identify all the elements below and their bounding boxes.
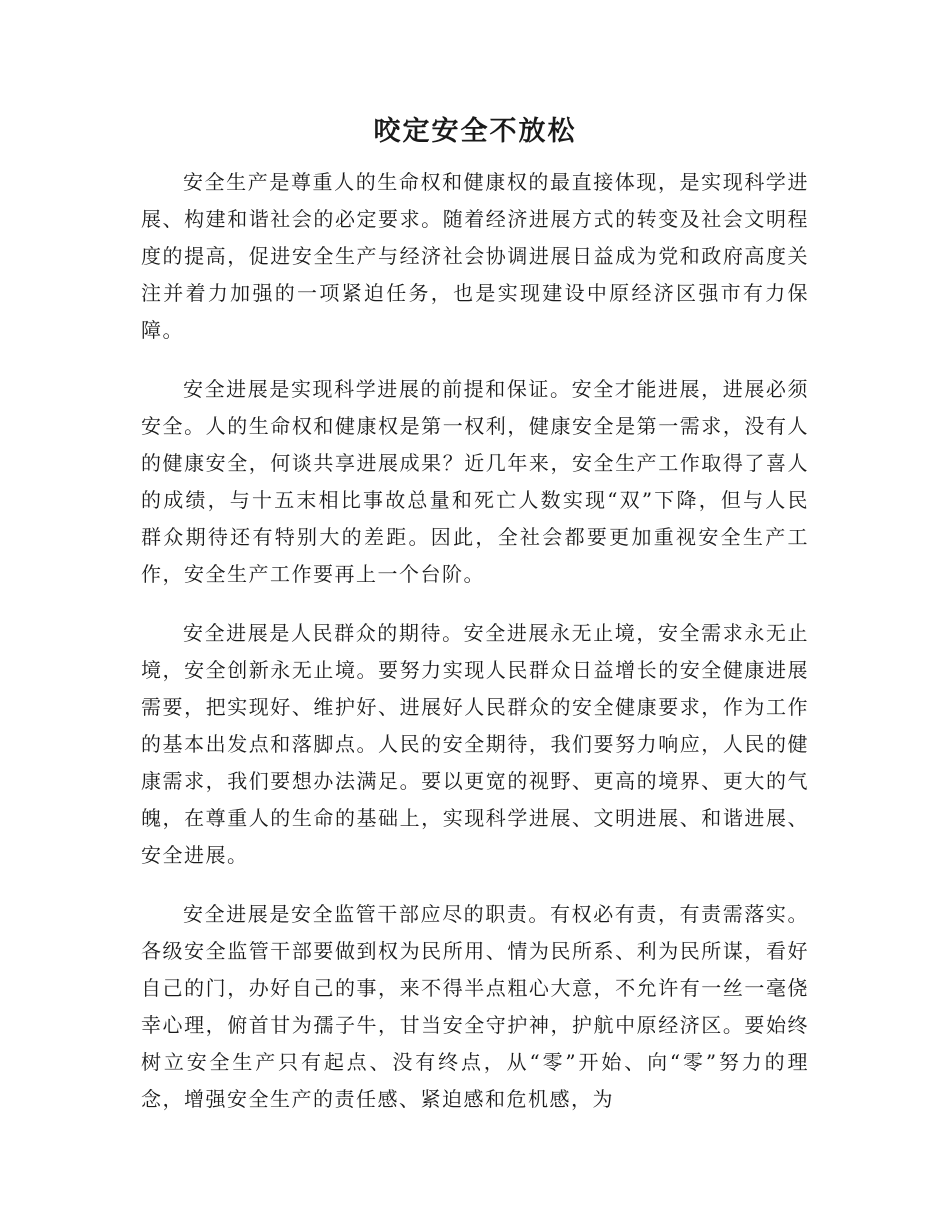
paragraph-2: 安全进展是实现科学进展的前提和保证。安全才能进展，进展必须安全。人的生命权和健康权是第一权利，健康安全是第一需求，没有人的健康安全，何谈共享进展成果？近几年来，安全生产工作取得了喜人的成绩，与十五末相比事故总量和死亡人数实现“双”下降，但与人民群众期待还有特别大的差距。因此，全社会都要更加重视安全生产工作，安全生产工作要再上一个台阶。	[141, 377, 809, 586]
paragraph-1: 安全生产是尊重人的生命权和健康权的最直接体现，是实现科学进展、构建和谐社会的必定要求。随着经济进展方式的转变及社会文明程度的提高，促进安全生产与经济社会协调进展日益成为党和政府高度关注并着力加强的一项紧迫任务，也是实现建设中原经济区强市有力保障。	[141, 170, 809, 342]
paragraph-4: 安全进展是安全监管干部应尽的职责。有权必有责，有责需落实。各级安全监管干部要做到权为民所用、情为民所系、利为民所谋，看好自己的门，办好自己的事，来不得半点粗心大意，不允许有一丝一毫侥幸心理，俯首甘为孺子牛，甘当安全守护神，护航中原经济区。要始终树立安全生产只有起点、没有终点，从“零”开始、向“零”努力的理念，增强安全生产的责任感、紧迫感和危机感，为	[141, 902, 809, 1111]
page-title: 咬定安全不放松	[373, 116, 577, 147]
paragraph-3: 安全进展是人民群众的期待。安全进展永无止境，安全需求永无止境，安全创新永无止境。要努力实现人民群众日益增长的安全健康进展需要，把实现好、维护好、进展好人民群众的安全健康要求，作为工作的基本出发点和落脚点。人民的安全期待，我们要努力响应，人民的健康需求，我们要想办法满足。要以更宽的视野、更高的境界、更大的气魄，在尊重人的生命的基础上，实现科学进展、文明进展、和谐进展、安全进展。	[141, 621, 809, 867]
article-body	[141, 164, 809, 1140]
